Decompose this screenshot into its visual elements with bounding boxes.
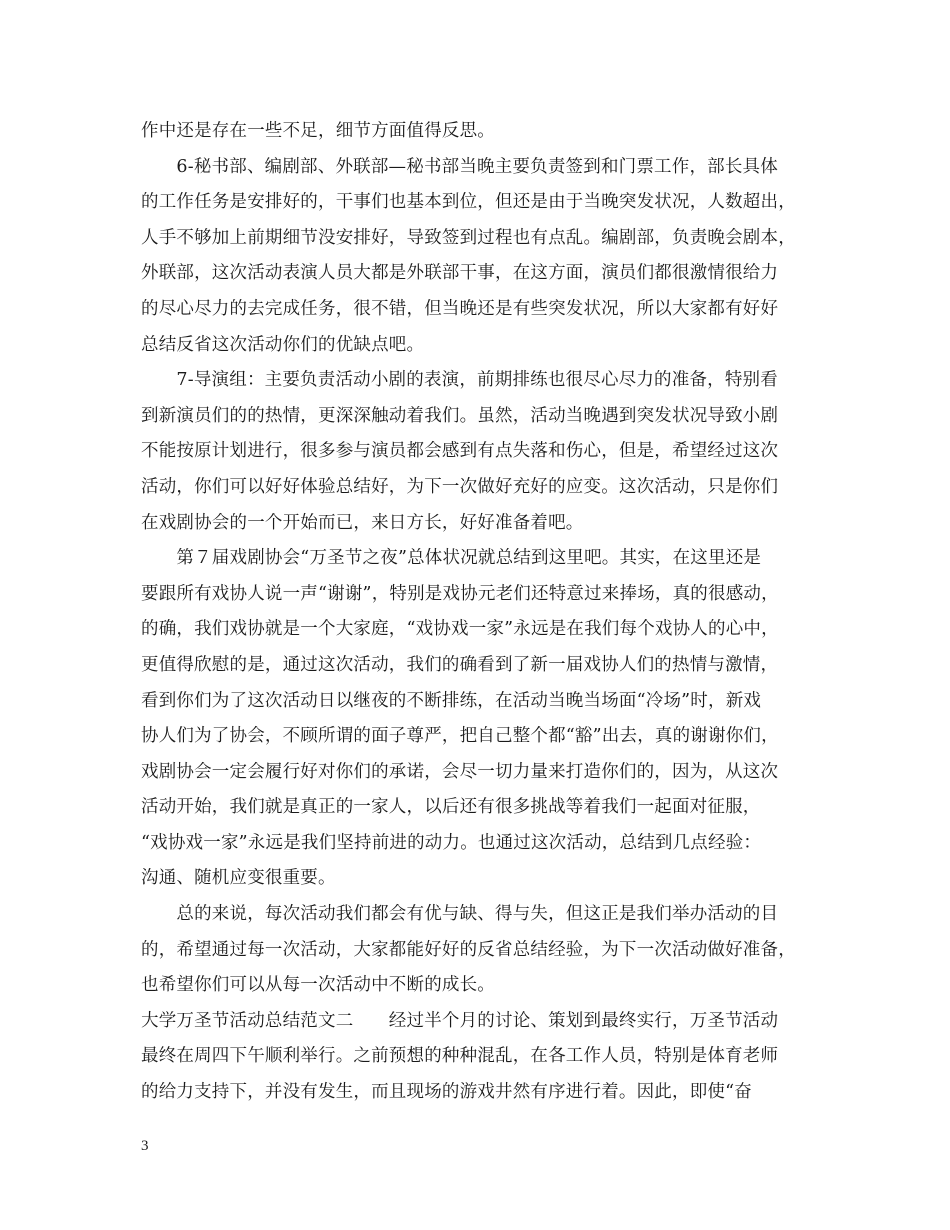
text-line: 的，希望通过每一次活动，大家都能好好的反省总结经验，为下一次活动做好准备， [141,939,796,960]
text-line: 外联部，这次活动表演人员大都是外联部干事，在这方面，演员们都很激情很给力 [141,263,779,284]
text-line: 看到你们为了这次活动日以继夜的不断排练，在活动当晚当场面“冷场”时，新戏 [141,690,762,711]
text-line: “戏协戏一家”永远是我们坚持前进的动力。也通过这次活动，总结到几点经验： [141,832,762,853]
text-line: 总结反省这次活动你们的优缺点吧。 [141,334,425,355]
text-line: 协人们为了协会，不顾所谓的面子尊严，把自己整个都“豁”出去，真的谢谢你们， [141,726,779,747]
text-line: 活动开始，我们就是真正的一家人，以后还有很多挑战等着我们一起面对征服， [141,797,761,818]
text-line: 要跟所有戏协人说一声“谢谢”，特别是戏协元老们还特意过来捧场，真的很感动， [141,583,779,604]
text-line: 沟通、随机应变很重要。 [141,868,336,889]
text-line: 第７届戏剧协会“万圣节之夜”总体状况就总结到这里吧。其实，在这里还是 [141,548,762,569]
text-line: 7-导演组：主要负责活动小剧的表演，前期排练也很尽心尽力的准备，特别看 [141,370,778,391]
text-line: 到新演员们的的热情，更深深触动着我们。虽然，活动当晚遇到突发状况导致小剧 [141,405,779,426]
text-line: 活动，你们可以好好体验总结好，为下一次做好充好的应变。这次活动，只是你们 [141,476,779,497]
text-line: 也希望你们可以从每一次活动中不断的成长。 [141,975,495,996]
text-line: 的工作任务是安排好的，干事们也基本到位，但还是由于当晚突发状况，人数超出， [141,192,796,213]
page-number: 3 [141,1138,149,1154]
text-line: 的给力支持下，并没有发生，而且现场的游戏井然有序进行着。因此，即使“奋 [141,1082,752,1103]
body-text [141,114,831,1111]
text-line: 最终在周四下午顺利举行。之前预想的种种混乱，在各工作人员，特别是体育老师 [141,1046,779,1067]
text-line: 不能按原计划进行，很多参与演员都会感到有点失落和伤心，但是，希望经过这次 [141,441,779,462]
text-line: 6-秘书部、编剧部、外联部—秘书部当晚主要负责签到和门票工作，部长具体 [141,156,778,177]
text-line: 戏剧协会一定会履行好对你们的承诺，会尽一切力量来打造你们的，因为，从这次 [141,761,779,782]
text-line: 总的来说，每次活动我们都会有优与缺、得与失，但这正是我们举办活动的目 [141,904,779,925]
text-line: 的确，我们戏协就是一个大家庭，“戏协戏一家”永远是在我们每个戏协人的心中， [141,619,779,640]
text-line: 人手不够加上前期细节没安排好，导致签到过程也有点乱。编剧部，负责晚会剧本， [141,227,796,248]
text-line: 在戏剧协会的一个开始而已，来日方长，好好准备着吧。 [141,512,584,533]
text-line: 作中还是存在一些不足，细节方面值得反思。 [141,121,495,141]
text-line: 的尽心尽力的去完成任务，很不错，但当晚还是有些突发状况，所以大家都有好好 [141,298,779,319]
text-line: 更值得欣慰的是，通过这次活动，我们的确看到了新一届戏协人们的热情与激情， [141,654,779,675]
text-line: 大学万圣节活动总结范文二 经过半个月的讨论、策划到最终实行，万圣节活动 [141,1010,779,1031]
